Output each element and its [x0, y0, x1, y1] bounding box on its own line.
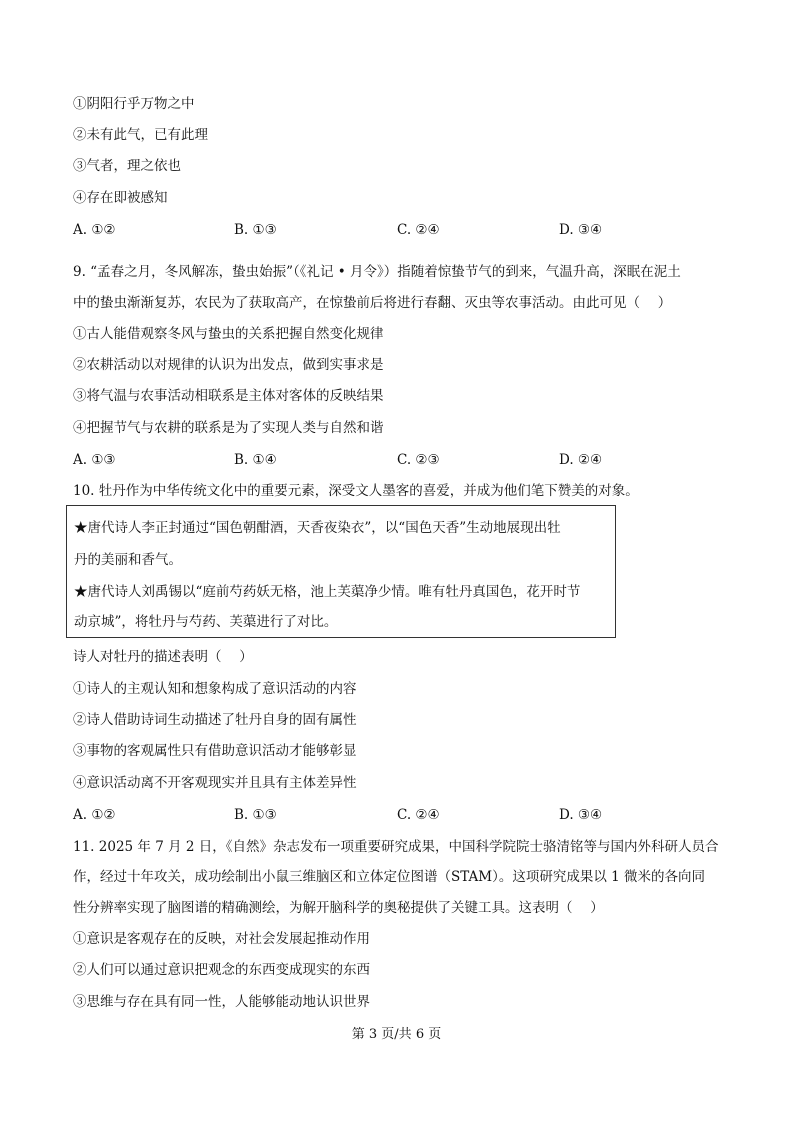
q8-item-1: ①阴阳行乎万物之中: [73, 96, 195, 112]
q10-option-a: A. ①②: [73, 807, 116, 823]
q11-stem-line-2: 作，经过十年攻关，成功绘制出小鼠三维脑区和立体定位图谱（STAM）。这项研究成果以 1 微米的各向同: [73, 869, 706, 885]
q9-item-2: ②农耕活动以对规律的认识为出发点，做到实事求是: [73, 357, 384, 373]
q10-item-4: ④意识活动离不开客观现实并且具有主体差异性: [73, 775, 357, 791]
q11-stem-line-3: 性分辨率实现了脑图谱的精确测绘，为解开脑科学的奥秘提供了关键工具。这表明（ ）: [73, 900, 604, 916]
q10-item-1: ①诗人的主观认知和想象构成了意识活动的内容: [73, 681, 357, 697]
q9-option-a: A. ①③: [73, 452, 116, 468]
q9-option-c: C. ②③: [397, 452, 440, 468]
q11-item-3: ③思维与存在具有同一性，人能够能动地认识世界: [73, 994, 370, 1010]
q9-item-3: ③将气温与农事活动相联系是主体对客体的反映结果: [73, 388, 384, 404]
q8-option-a: A. ①②: [73, 222, 116, 238]
q10-option-d: D. ③④: [559, 807, 603, 823]
q10-options: [73, 806, 713, 824]
q11-stem-line-1: 11. 2025 年 7 月 2 日，《自然》杂志发布一项重要研究成果，中国科学院院士骆清铭等与国内外科研人员合: [73, 839, 719, 855]
q10-material-line-4: 动京城”，将牡丹与芍药、芙蕖进行了对比。: [74, 614, 338, 630]
q8-item-3: ③气者，理之依也: [73, 158, 181, 174]
q11-item-1: ①意识是客观存在的反映，对社会发展起推动作用: [73, 931, 370, 947]
q10-question: 诗人对牡丹的描述表明（ ）: [73, 649, 253, 665]
q11-item-2: ②人们可以通过意识把观念的东西变成现实的东西: [73, 962, 370, 978]
q8-option-c: C. ②④: [397, 222, 440, 238]
q9-item-4: ④把握节气与农耕的联系是为了实现人类与自然和谐: [73, 420, 384, 436]
q10-material-box: [66, 505, 616, 638]
q9-item-1: ①古人能借观察冬风与蛰虫的关系把握自然变化规律: [73, 326, 384, 342]
q10-option-b: B. ①③: [234, 807, 277, 823]
q8-item-2: ②未有此气，已有此理: [73, 127, 208, 143]
q10-item-2: ②诗人借助诗词生动描述了牡丹自身的固有属性: [73, 712, 357, 728]
q8-options: [73, 221, 713, 239]
q9-stem-line-2: 中的蛰虫渐渐复苏，农民为了获取高产，在惊蛰前后将进行春翻、灭虫等农事活动。由此可见（ ）: [73, 295, 672, 311]
q10-material-line-1: ★唐代诗人李正封通过“国色朝酣酒，天香夜染衣”，以“国色天香”生动地展现出牡: [74, 520, 561, 536]
q8-item-4: ④存在即被感知: [73, 190, 168, 206]
q9-option-b: B. ①④: [234, 452, 277, 468]
q9-options: [73, 451, 713, 469]
page-footer: 第 3 页/共 6 页: [351, 1027, 442, 1042]
q8-option-b: B. ①③: [234, 222, 277, 238]
q10-option-c: C. ②④: [397, 807, 440, 823]
q10-material-line-3: ★唐代诗人刘禹锡以“庭前芍药妖无格，池上芙蕖净少情。唯有牡丹真国色，花开时节: [74, 584, 581, 600]
q10-item-3: ③事物的客观属性只有借助意识活动才能够彰显: [73, 743, 357, 759]
q10-material-line-2: 丹的美丽和香气。: [74, 552, 182, 568]
q9-option-d: D. ②④: [559, 452, 603, 468]
q10-stem: 10. 牡丹作为中华传统文化中的重要元素，深受文人墨客的喜爱，并成为他们笔下赞美的对象。: [73, 483, 639, 499]
q9-stem-line-1: 9. “孟春之月，冬风解冻，蛰虫始振”（《礼记 • 月令》）指随着惊蛰节气的到来，气温升高，深眠在泥土: [73, 264, 681, 280]
q8-option-d: D. ③④: [559, 222, 603, 238]
